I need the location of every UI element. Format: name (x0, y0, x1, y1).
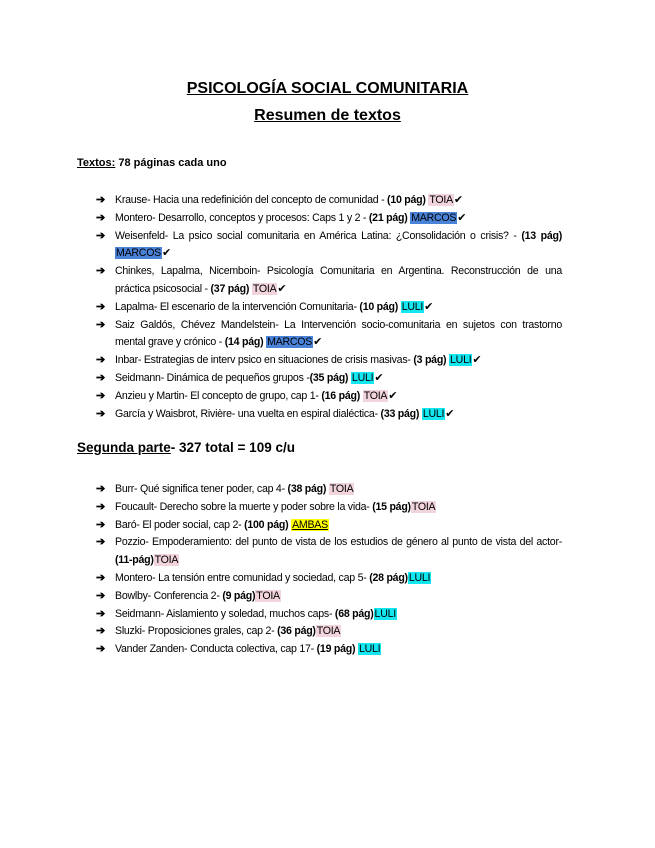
list-item (96, 352, 562, 370)
page-subtitle: Resumen de textos (254, 107, 401, 124)
list-item (96, 263, 562, 299)
list-item (96, 481, 562, 499)
item-text: Saiz Galdós, Chévez Mandelstein- La Intervención socio-comunitaria en sujetos con trastorno mental grave y crónico - (115, 318, 562, 349)
arrow-bullet-icon: ➔ (96, 211, 105, 224)
arrow-bullet-icon: ➔ (96, 500, 105, 513)
item-text: Baró- El poder social, cap 2- (115, 518, 245, 531)
page-count: (21 pág) (368, 211, 408, 224)
arrow-bullet-icon: ➔ (96, 643, 105, 656)
checkmark-icon: ✔ (445, 407, 455, 420)
page-count: (68 pág) (334, 607, 374, 620)
assignee-tag: TOIA (429, 194, 453, 206)
assignee-tag: LULI (401, 300, 424, 313)
item-text: García y Waisbrot, Rivière- una vuelta en espiral dialéctica- (115, 407, 381, 420)
page-count: (36 pág) (277, 625, 316, 638)
page-count: (38 pág) (287, 483, 327, 495)
arrow-bullet-icon: ➔ (96, 300, 105, 313)
list-item (96, 299, 562, 317)
assignee-tag: TOIA (316, 625, 341, 638)
list-item (96, 606, 562, 624)
page-count: (15 pág) (372, 500, 411, 513)
assignee-tag: LULI (422, 407, 445, 420)
item-text: Seidmann- Aislamiento y soledad, muchos caps- (115, 607, 335, 620)
assignee-tag: TOIA (256, 589, 280, 602)
item-text: Krause- Hacia una redefinición del concepto de comunidad - (115, 194, 388, 206)
assignee-tag: MARCOS (116, 247, 161, 260)
list-item (96, 588, 562, 606)
item-text: Weisenfeld- La psico social comunitaria en América Latina: ¿Consolidación o crisis? - (115, 229, 522, 242)
list-item (96, 623, 562, 641)
checkmark-icon: ✔ (374, 371, 384, 384)
item-text: Montero- Desarrollo, conceptos y procesos: Caps 1 y 2 - (115, 211, 369, 224)
textos-value: 78 páginas cada uno (115, 157, 227, 169)
page-count: (10 pág) (387, 194, 426, 206)
checkmark-icon: ✔ (388, 389, 398, 402)
page-count: (10 pág) (359, 300, 399, 313)
page-count: (16 pág) (321, 389, 361, 402)
item-text: Sluzki- Proposiciones grales, cap 2- (115, 625, 278, 638)
assignee-tag: TOIA (329, 483, 354, 495)
arrow-bullet-icon: ➔ (96, 318, 105, 331)
assignee-tag: LULI (351, 371, 374, 384)
assignee-tag: TOIA (411, 500, 436, 513)
arrow-bullet-icon: ➔ (96, 483, 105, 495)
list-item (96, 406, 562, 424)
arrow-bullet-icon: ➔ (96, 389, 105, 402)
list-item (96, 570, 562, 588)
assignee-tag: TOIA (363, 389, 388, 402)
checkmark-icon: ✔ (277, 282, 287, 295)
page-count: (14 pág) (224, 336, 264, 349)
checkmark-icon: ✔ (313, 336, 323, 349)
list-item (96, 534, 562, 570)
list-item (96, 499, 562, 517)
item-text: Foucault- Derecho sobre la muerte y poder sobre la vida- (115, 500, 373, 513)
assignee-tag: TOIA (154, 554, 179, 567)
item-text: Chinkes, Lapalma, Nicemboin- Psicología Comunitaria en Argentina. Reconstrucción de una práctica psicosocial - (115, 265, 562, 295)
item-text: Montero- La tensión entre comunidad y sociedad, cap 5- (115, 571, 370, 584)
list-item (96, 192, 562, 210)
list-item (96, 641, 562, 659)
item-text: Pozzio- Empoderamiento: del punto de vista de los estudios de género al punto de vista del actor- (115, 536, 562, 549)
list-item (96, 210, 562, 228)
checkmark-icon: ✔ (457, 211, 467, 224)
list-item (96, 370, 562, 388)
item-text: Inbar- Estrategias de interv psico en situaciones de crisis masivas- (115, 354, 414, 367)
arrow-bullet-icon: ➔ (96, 371, 105, 384)
arrow-bullet-icon: ➔ (96, 354, 105, 367)
page-count: (100 pág) (244, 518, 289, 531)
page-count: (3 pág) (413, 354, 447, 367)
assignee-tag: TOIA (252, 282, 277, 295)
page-count: (19 pág) (316, 643, 356, 656)
item-text: Seidmann- Dinámica de pequeños grupos - (115, 371, 310, 384)
page-count: (35 pág) (309, 371, 349, 384)
arrow-bullet-icon: ➔ (96, 536, 105, 549)
arrow-bullet-icon: ➔ (96, 194, 105, 206)
page-count: (11-pág) (115, 554, 154, 567)
assignee-tag: LULI (450, 354, 472, 367)
page-count: (33 pág) (380, 407, 420, 420)
assignee-tag: LULI (374, 607, 396, 620)
assignee-tag: AMBAS (292, 518, 328, 531)
section-value: - 327 total = 109 c/u (170, 440, 295, 455)
list-item (96, 228, 562, 264)
arrow-bullet-icon: ➔ (96, 407, 105, 420)
page-count: (9 pág) (222, 589, 256, 602)
arrow-bullet-icon: ➔ (96, 571, 105, 584)
assignee-tag: LULI (408, 571, 431, 584)
list-item (96, 517, 562, 535)
page-count: (37 pág) (210, 282, 250, 295)
checkmark-icon: ✔ (424, 300, 434, 313)
item-text: Vander Zanden- Conducta colectiva, cap 17- (115, 643, 317, 656)
checkmark-icon: ✔ (162, 247, 171, 260)
page-count: (28 pág) (369, 571, 408, 584)
checkmark-icon: ✔ (453, 194, 463, 206)
reading-list-part-two (96, 481, 562, 659)
assignee-tag: LULI (358, 643, 381, 656)
arrow-bullet-icon: ➔ (96, 265, 105, 278)
item-text: Bowlby- Conferencia 2- (115, 589, 223, 602)
section-label: Segunda parte (77, 440, 171, 455)
textos-label: Textos: (77, 157, 116, 169)
reading-list-part-one (96, 192, 562, 423)
item-text: Lapalma- El escenario de la intervención Comunitaria- (115, 300, 360, 313)
page-count: (13 pág) (521, 229, 563, 242)
assignee-tag: MARCOS (411, 211, 457, 224)
arrow-bullet-icon: ➔ (96, 625, 105, 638)
page-title: PSICOLOGÍA SOCIAL COMUNITARIA (186, 80, 469, 97)
arrow-bullet-icon: ➔ (96, 518, 105, 531)
arrow-bullet-icon: ➔ (96, 229, 105, 242)
list-item (96, 388, 562, 406)
item-text: Burr- Qué significa tener poder, cap 4- (115, 483, 288, 495)
arrow-bullet-icon: ➔ (96, 607, 105, 620)
section-heading-segunda-parte (77, 440, 295, 455)
textos-line (77, 157, 227, 169)
arrow-bullet-icon: ➔ (96, 589, 105, 602)
assignee-tag: MARCOS (267, 336, 313, 349)
item-text: Anzieu y Martin- El concepto de grupo, cap 1- (115, 389, 322, 402)
checkmark-icon: ✔ (472, 354, 482, 367)
list-item (96, 317, 562, 353)
